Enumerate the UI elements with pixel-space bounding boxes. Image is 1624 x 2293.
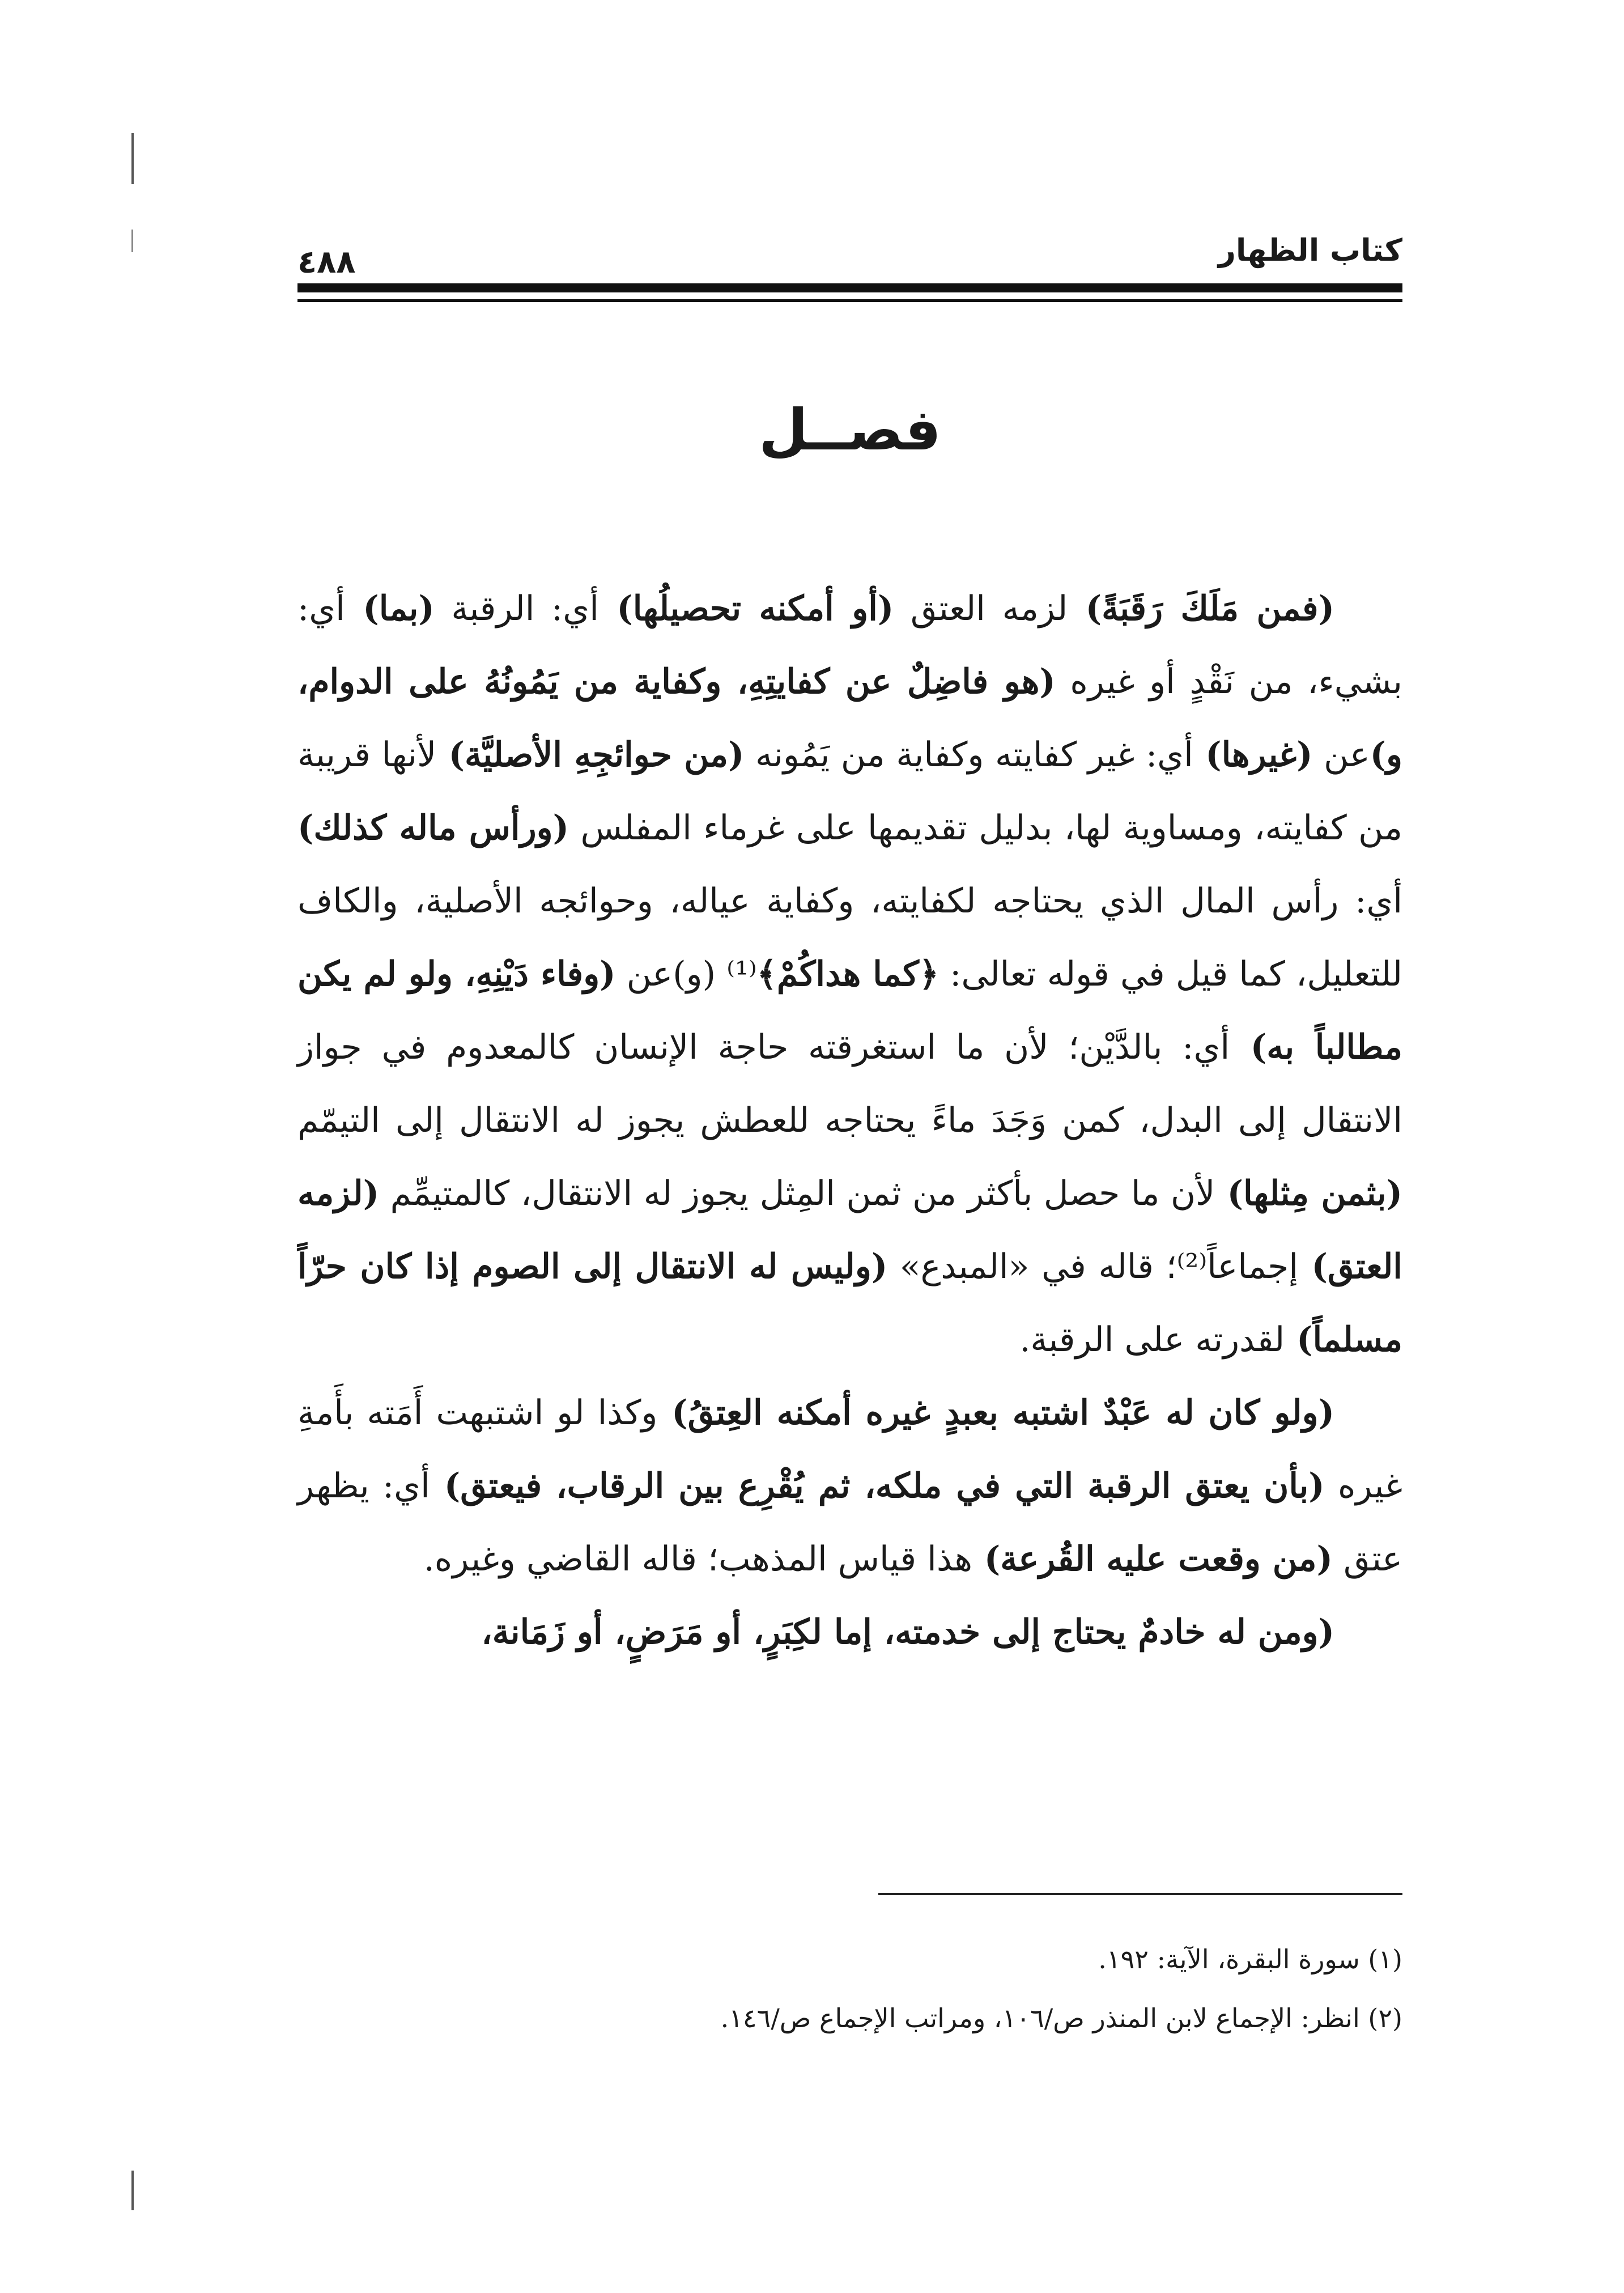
bold-run: (ولو كان له عَبْدٌ اشتبه بعبدٍ غيره أمكنه العِتقُ)	[657, 1393, 1334, 1433]
text-run: أي: رأس المال الذي يحتاجه لكفايته، وكفاية عياله، وحوائجه الأصلية، والكاف للتعليل، كما قيل في قوله تعالى:	[297, 881, 1402, 994]
book-title: كتاب الظهار	[1218, 232, 1402, 268]
bold-run: (من وقعت عليه القُرعة)	[972, 1539, 1333, 1579]
running-head	[297, 227, 1402, 281]
text-run: هذا قياس المذهب؛ قاله القاضي وغيره.	[423, 1539, 972, 1579]
footnotes	[297, 1930, 1402, 2048]
scan-artifact	[131, 230, 133, 252]
bold-run: (وليس له الانتقال إلى الصوم إذا كان حرّاً مسلماً)	[297, 1247, 1402, 1360]
footnote: (١) سورة البقرة، الآية: ١٩٢.	[1098, 1944, 1402, 1974]
header-rule-thin	[297, 299, 1402, 302]
bold-run: (أو أمكنه تحصيلُها)	[598, 589, 894, 629]
bold-run: (ومن له خادمٌ يحتاج إلى خدمته، إما لكِبَرٍ، أو مَرَضٍ، أو زَمَانة،	[481, 1612, 1334, 1652]
text-run: أي: بشيء، من نَقْدٍ أو غيره	[297, 589, 1402, 702]
page-number: ٤٨٨	[297, 244, 356, 281]
text-run: أي: غير كفايته وكفاية من يَمُونه	[744, 735, 1193, 775]
bold-run: (غيرها)	[1193, 735, 1313, 775]
text-run: وكذا لو اشتبهت أَمَته بأَمةِ غيره	[297, 1393, 1402, 1506]
bold-run: (هو فاضِلٌ عن كفايتِهِ، وكفاية من يَمُونُهُ على الدوام، و)	[297, 662, 1402, 775]
bold-run: (بأن يعتق الرقبة التي في ملكه، ثم يُقْرِع بين الرقاب، فيعتق)	[430, 1466, 1325, 1506]
bold-run: (من حوائجِهِ الأصليَّة)	[436, 735, 745, 775]
paragraph	[297, 1596, 1402, 1669]
text-run: أي: يظهر عتق	[297, 1466, 1402, 1579]
text-run: عن	[1312, 735, 1370, 775]
body-text	[297, 572, 1402, 1669]
scan-artifact	[131, 2171, 134, 2210]
bold-run: ﴿كما هداكُمْ﴾	[756, 954, 939, 994]
bold-run: (بما)	[345, 589, 435, 629]
bold-run: (بثمن مِثلها)	[1215, 1174, 1402, 1213]
paragraph	[297, 1377, 1402, 1596]
paragraph	[297, 572, 1402, 1377]
footnote-rule	[878, 1893, 1402, 1895]
header-rule-thick	[297, 283, 1402, 292]
text-run: ⁽¹⁾ (و)عن	[615, 954, 757, 994]
bold-run: (ورأس ماله كذلك)	[297, 808, 569, 848]
bold-run: (لزمه العتق)	[297, 1174, 1402, 1286]
text-run: لقدرته على الرقبة.	[1019, 1320, 1285, 1360]
text-run: لزمه العتق	[894, 589, 1068, 629]
section-title: فصــل	[759, 397, 941, 463]
scan-artifact	[131, 133, 134, 184]
text-run: أي: بالدَّيْن؛ لأن ما استغرقته حاجة الإنسان كالمعدوم في جواز الانتقال إلى البدل، كمن وَجَدَ ماءً يحتاجه للعطش يجوز له الانتقال إلى التيمّم	[297, 1027, 1402, 1140]
text-run: لأنها قريبة من كفايته، ومساوية لها، بدليل تقديمها على غرماء المفلس	[297, 735, 1402, 848]
bold-run: (وفاء دَيْنِهِ، ولو لم يكن مطالباً به)	[297, 954, 1403, 1067]
text-run: لأن ما حصل بأكثر من ثمن المِثل يجوز له الانتقال، كالمتيمِّم	[379, 1174, 1215, 1213]
bold-run: (فمن مَلَكَ رَقَبَةً)	[1068, 589, 1334, 629]
footnote: (٢) انظر: الإجماع لابن المنذر ص/١٠٦، ومراتب الإجماع ص/١٤٦.	[720, 2003, 1402, 2033]
text-run: إجماعاً⁽²⁾؛ قاله في «المبدع»	[887, 1247, 1299, 1286]
text-run: أي: الرقبة	[434, 589, 599, 629]
